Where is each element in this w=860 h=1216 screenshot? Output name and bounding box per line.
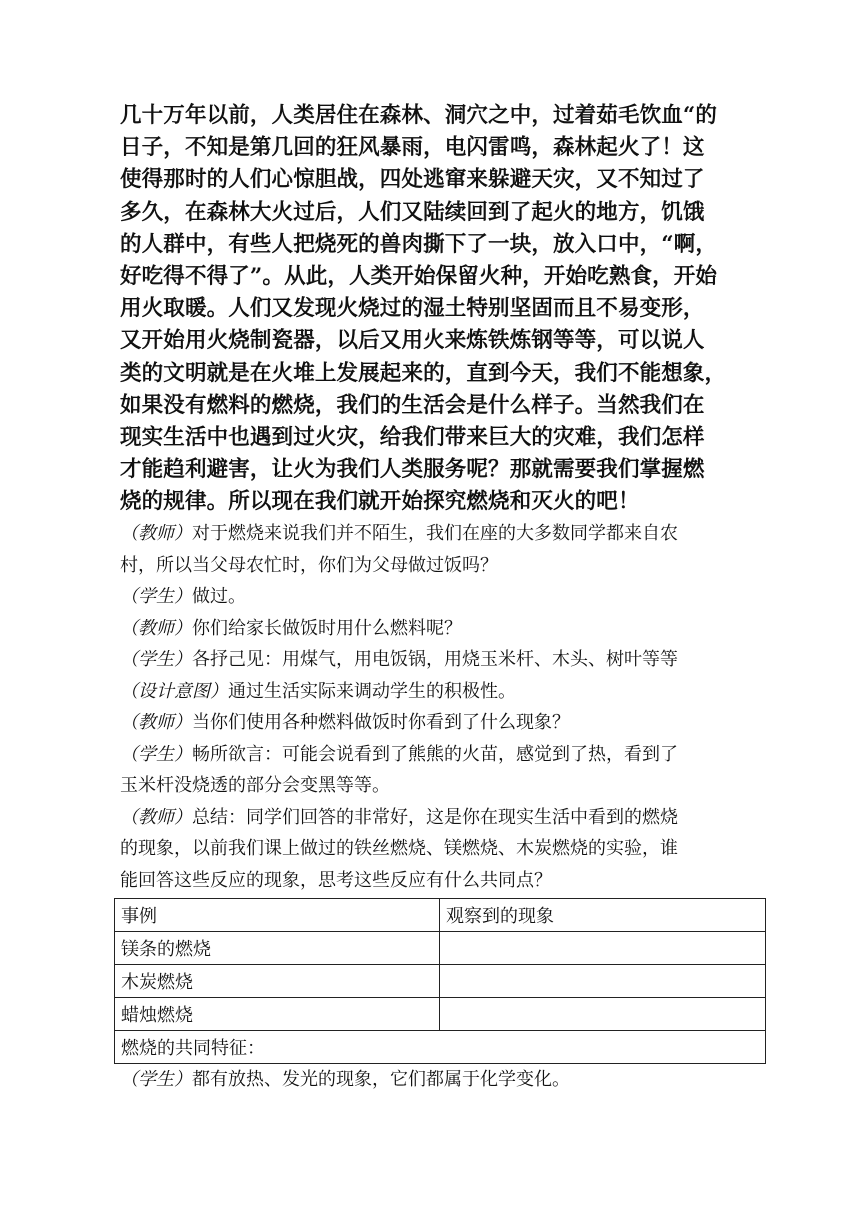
table-cell: 镁条的燃烧: [115, 932, 440, 965]
table-footer-cell: 燃烧的共同特征：: [115, 1031, 766, 1064]
dialog-line: [120, 802, 760, 834]
dialog-text: 的现象，以前我们课上做过的铁丝燃烧、镁燃烧、木炭燃烧的实验，谁: [120, 838, 678, 859]
dialog-section: [120, 518, 760, 896]
speaker-role: （设计意图）: [120, 680, 228, 702]
dialog-line: [120, 770, 760, 802]
intro-line: 的人群中，有些人把烧死的兽肉撕下了一块，放入口中，“啊，: [120, 231, 718, 257]
intro-line: 用火取暖。人们又发现火烧过的湿土特别坚固而且不易变形，: [120, 296, 705, 322]
table-row: [115, 965, 766, 998]
intro-line: 日子，不知是第几回的狂风暴雨，电闪雷鸣，森林起火了！这: [120, 135, 705, 161]
dialog-text: 当你们使用各种燃料做饭时你看到了什么现象？: [192, 712, 570, 733]
intro-line: 多久，在森林大火过后，人们又陆续回到了起火的地方，饥饿: [120, 199, 705, 225]
dialog-line: [120, 550, 760, 582]
dialog-text: 做过。: [192, 586, 246, 607]
speaker-role: （教师）: [120, 806, 192, 828]
table-cell: [440, 965, 766, 998]
speaker-role: （学生）: [120, 1069, 192, 1090]
student-answer: [120, 1064, 760, 1096]
speaker-role: （教师）: [120, 712, 192, 733]
table-cell: [440, 998, 766, 1031]
dialog-text: 通过生活实际来调动学生的积极性。: [228, 680, 516, 702]
dialog-text: 总结：同学们回答的非常好，这是你在现实生活中看到的燃烧: [192, 806, 678, 828]
table-header-cell: 观察到的现象: [440, 899, 766, 932]
dialog-line: [120, 581, 760, 613]
table-footer-row: [115, 1031, 766, 1064]
observation-table: [114, 898, 766, 1064]
dialog-line: [120, 676, 760, 708]
speaker-role: （学生）: [120, 586, 192, 607]
intro-line: 烧的规律。所以现在我们就开始探究燃烧和灭火的吧！: [120, 489, 640, 515]
dialog-line: [120, 707, 760, 739]
table-cell: 蜡烛燃烧: [115, 998, 440, 1031]
intro-line: 好吃得不得了”。从此，人类开始保留火种，开始吃熟食，开始: [120, 264, 718, 290]
intro-paragraph: [120, 100, 760, 519]
dialog-line: [120, 865, 760, 897]
dialog-line: [120, 613, 760, 645]
dialog-line: [120, 739, 760, 771]
dialog-line: [120, 833, 760, 865]
table-header-row: [115, 899, 766, 932]
intro-line: 又开始用火烧制瓷器，以后又用火来炼铁炼钢等等，可以说人: [120, 328, 705, 354]
speaker-role: （教师）: [120, 523, 192, 544]
dialog-line: [120, 644, 760, 676]
intro-line: 现实生活中也遇到过火灾，给我们带来巨大的灾难，我们怎样: [120, 425, 705, 451]
dialog-line: [120, 518, 760, 550]
table-cell: 木炭燃烧: [115, 965, 440, 998]
speaker-role: （教师）: [120, 617, 192, 639]
dialog-text: 村，所以当父母农忙时，你们为父母做过饭吗？: [120, 554, 498, 576]
table-row: [115, 932, 766, 965]
intro-line: 使得那时的人们心惊胆战，四处逃窜来躲避天灾，又不知过了: [120, 167, 705, 193]
dialog-text: 玉米杆没烧透的部分会变黑等等。: [120, 775, 390, 796]
speaker-role: （学生）: [120, 743, 192, 765]
dialog-text: 对于燃烧来说我们并不陌生，我们在座的大多数同学都来自农: [192, 523, 678, 544]
intro-line: 才能趋利避害，让火为我们人类服务呢？那就需要我们掌握燃: [120, 457, 705, 483]
dialog-text: 都有放热、发光的现象，它们都属于化学变化。: [192, 1069, 570, 1090]
table-header-cell: 事例: [115, 899, 440, 932]
dialog-text: 能回答这些反应的现象，思考这些反应有什么共同点？: [120, 869, 552, 891]
intro-line: 类的文明就是在火堆上发展起来的，直到今天，我们不能想象，: [120, 360, 727, 386]
table-row: [115, 998, 766, 1031]
table-cell: [440, 932, 766, 965]
dialog-text: 你们给家长做饭时用什么燃料呢？: [192, 617, 462, 639]
intro-line: 几十万年以前，人类居住在森林、洞穴之中，过着茹毛饮血“的: [120, 103, 718, 128]
intro-line: 如果没有燃料的燃烧，我们的生活会是什么样子。当然我们在: [120, 392, 705, 418]
dialog-text: 畅所欲言：可能会说看到了熊熊的火苗，感觉到了热，看到了: [192, 743, 678, 765]
speaker-role: （学生）: [120, 649, 192, 670]
dialog-text: 各抒己见：用煤气，用电饭锅，用烧玉米杆、木头、树叶等等: [192, 649, 678, 670]
